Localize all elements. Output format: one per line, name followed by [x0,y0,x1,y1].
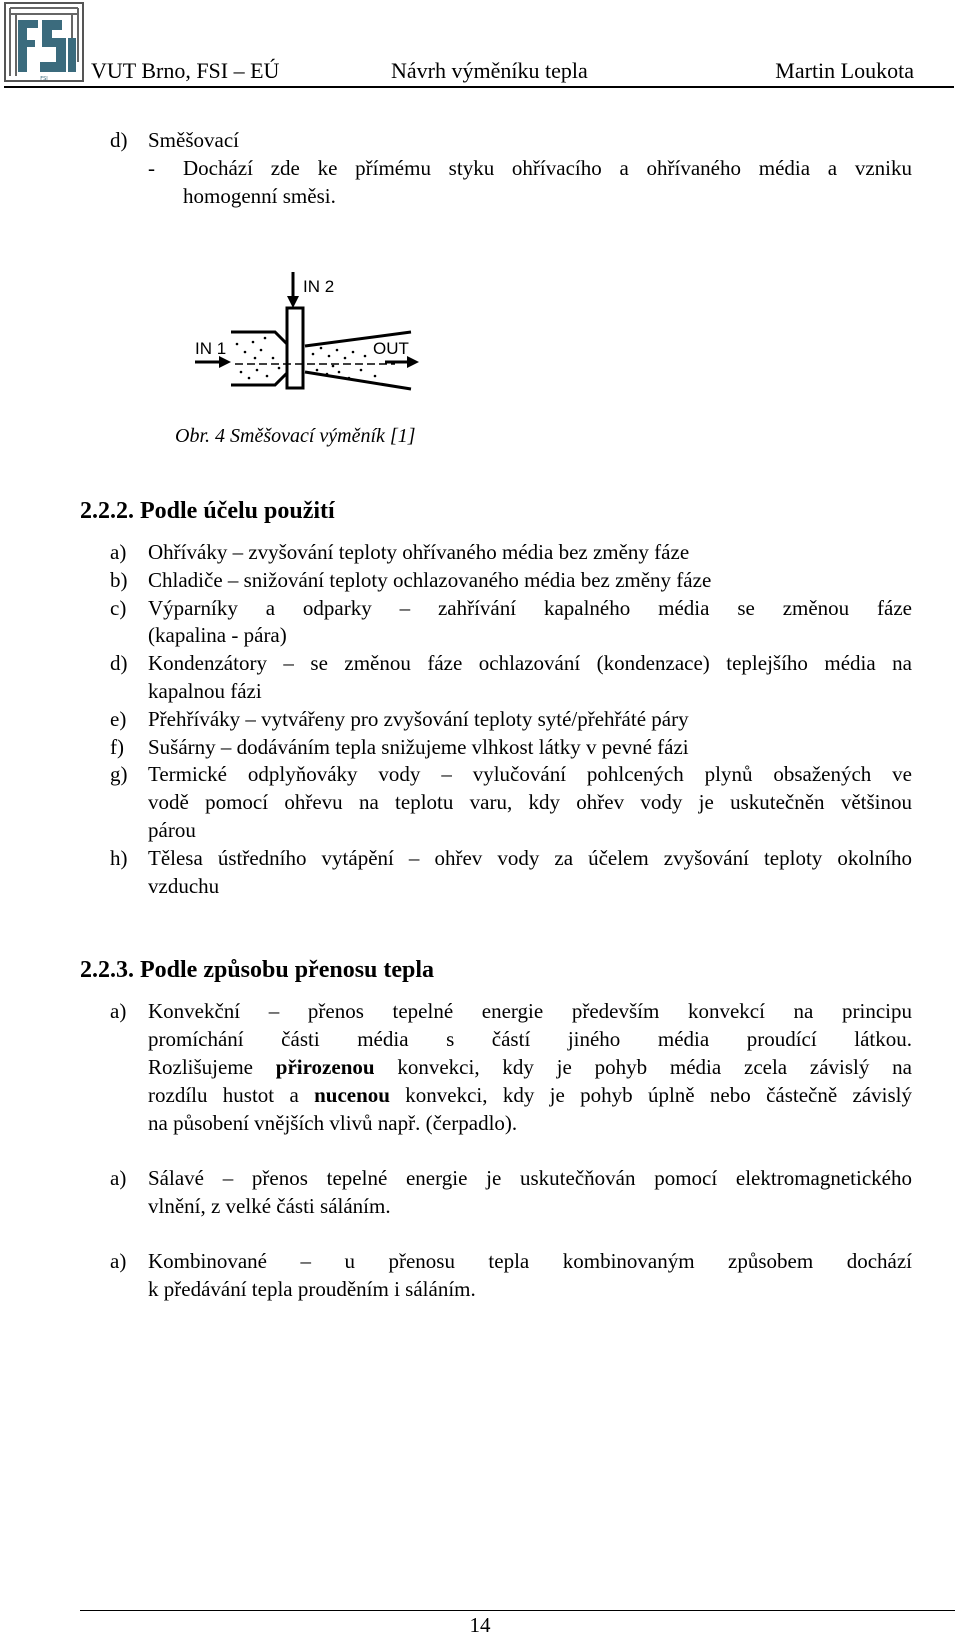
header-rule [4,86,954,88]
footer-rule [80,1610,955,1611]
mixing-label: d) [110,128,128,152]
combined-line2: k předávání tepla prouděním i sáláním. [148,1277,476,1301]
list-item-line: vzduchu [148,873,220,898]
list-item-line: Ohříváky – zvyšování teploty ohřívaného média bez změny fáze [148,540,690,564]
list-item-line: Chladiče – snižování teploty ochlazovaného média bez změny fáze [148,567,712,592]
list-item-label: c) [110,595,127,620]
list-item-label: g) [110,762,128,787]
list-item-label: h) [110,845,128,870]
convective-line4: rozdílu hustot a nucenou konvekci, kdy je pohyb úplně nebo částečně závislý [148,1083,912,1107]
list-item-label: b) [110,567,128,592]
forced-term: nucenou [314,1083,390,1107]
list-item-line: kapalnou fázi [148,679,262,703]
convective-line2: promíchání části média s částí jiného média proudící látkou. [148,1027,912,1051]
section-222-heading: 2.2.2. Podle účelu použití [80,498,335,524]
list-item-label: f) [110,734,124,759]
in2-arrow-icon [287,296,299,308]
mixing-title: Směšovací [148,128,239,152]
mixing-desc-line1: Dochází zde ke přímému styku ohřívacího a ohřívaného média a vzniku [183,156,912,180]
convective-line5: na působení vnějších vlivů např. (čerpadlo). [148,1111,518,1135]
combined-line1: Kombinované – u přenosu tepla kombinovaným způsobem dochází [148,1249,912,1273]
radiant-label: a) [110,1166,127,1190]
convective-label: a) [110,999,127,1023]
list-item-line: Výparníky a odparky – zahřívání kapalného média se změnou fáze [148,595,912,620]
radiant-line2: vlnění, z velké části sáláním. [148,1194,391,1218]
out-label: OUT [373,339,409,358]
natural-term: přirozenou [275,1055,375,1079]
figure-caption: Obr. 4 Směšovací výměník [1] [175,425,416,447]
convective-line1: Konvekční – přenos tepelné energie především konvekcí na principu [148,999,912,1023]
mixing-desc-line2: homogenní směsi. [183,184,336,208]
list-item-line: Sušárny – dodáváním tepla snižujeme vlhkost látky v pevné fázi [148,734,689,759]
in1-label: IN 1 [195,339,227,358]
list-item-line: Kondenzátory – se změnou fáze ochlazování (kondenzace) teplejšího média na [148,651,912,676]
combined-label: a) [110,1249,127,1273]
in2-label: IN 2 [303,277,335,296]
page-number: 14 [469,1613,491,1637]
list-item-label: e) [110,706,127,731]
list-item-line: Přehříváky – vytvářeny pro zvyšování teploty syté/přehřáté páry [148,706,689,731]
header-center: Návrh výměníku tepla [391,58,588,83]
list-item-line: Tělesa ústředního vytápění – ohřev vody za účelem zvyšování teploty okolního [148,845,912,870]
list-item-line: vodě pomocí ohřevu na teplotu varu, kdy ohřev vody je uskutečněn většinou [148,790,912,815]
mixing-dash: - [148,156,155,180]
logo-text: FSI [40,76,48,82]
list-item-label: a) [110,540,127,564]
list-item-line: párou [148,818,196,842]
fsi-logo [4,2,84,82]
radiant-line1: Sálavé – přenos tepelné energie je uskutečňován pomocí elektromagnetického [148,1166,912,1190]
header-left: VUT Brno, FSI – EÚ [91,58,280,83]
list-item-line: (kapalina - pára) [148,623,287,648]
list-item-line: Termické odplyňováky vody – vylučování pohlcených plynů obsažených ve [148,762,912,787]
convective-line3: Rozlišujeme přirozenou konvekci, kdy je pohyb média zcela závislý na [148,1055,912,1079]
section-223-heading: 2.2.3. Podle způsobu přenosu tepla [80,957,435,983]
header-right: Martin Loukota [775,58,914,83]
mixing-exchanger-diagram [195,272,435,422]
list-item-label: d) [110,651,128,676]
